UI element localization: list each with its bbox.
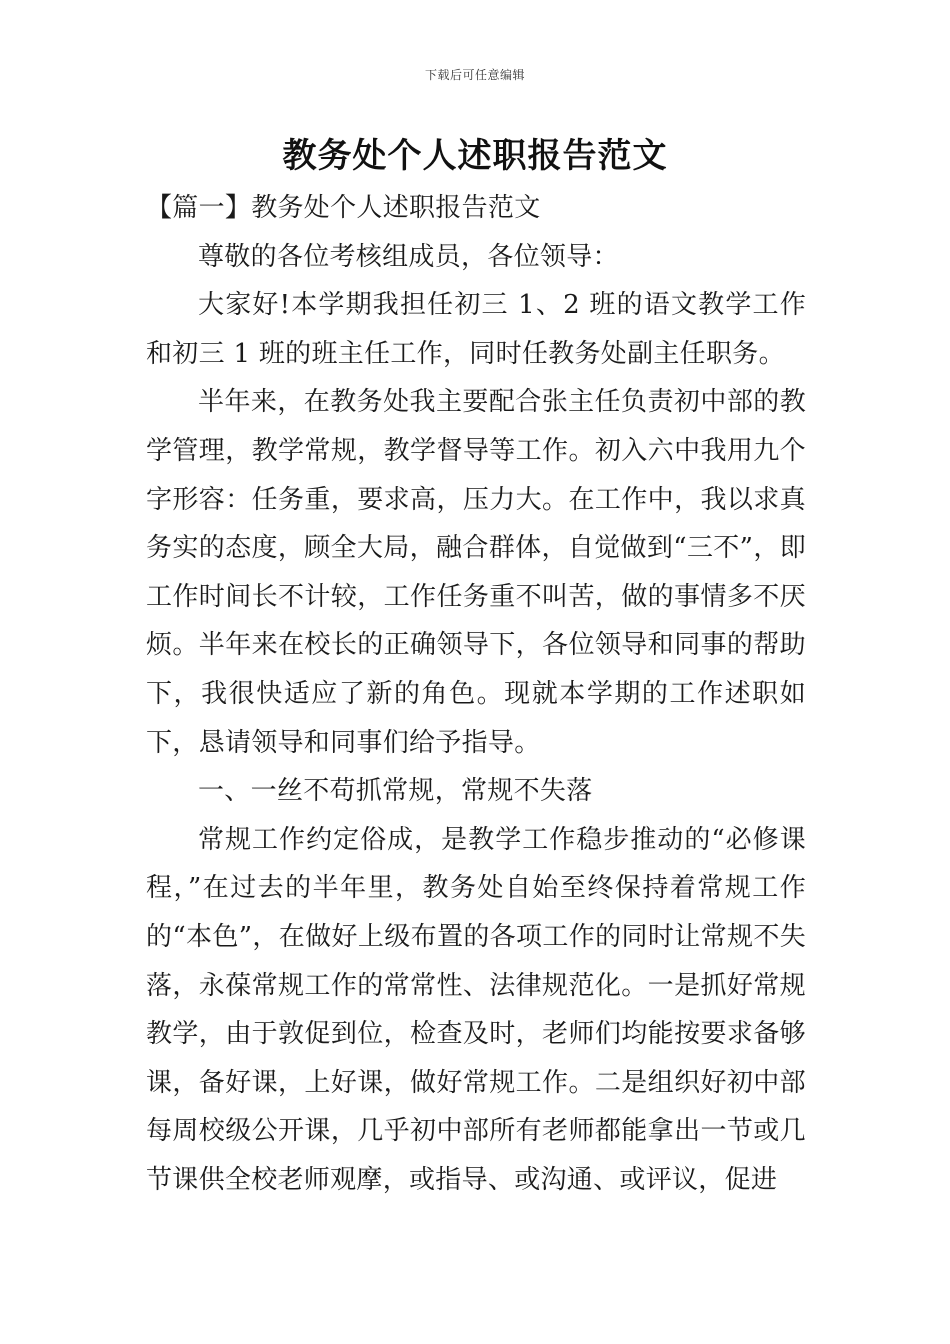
body-paragraph: 大家好!本学期我担任初三 1、2 班的语文教学工作和初三 1 班的班主任工作，同时任教务处副主任职务。 [146, 290, 806, 369]
header-note: 下载后可任意编辑 [424, 68, 525, 82]
body-paragraph: 半年来，在教务处我主要配合张主任负责初中部的教学管理，教学常规，教学督导等工作。初入六中我用九个字形容：任务重，要求高，压力大。在工作中，我以求真务实的态度，顾全大局，融合群体，自觉做到“三不”，即工作时间长不计较，工作任务重不叫苦，做的事情多不厌烦。半年来在校长的正确领导下，各位领导和同事的帮助下，我很快适应了新的角色。现就本学期的工作述职如下，恳请领导和同事们给予指导。 [146, 387, 806, 758]
document-title: 教务处个人述职报告范文 [282, 136, 668, 176]
document-body [146, 184, 806, 1204]
body-paragraph: 常规工作约定俗成，是教学工作稳步推动的“必修课程，”在过去的半年里，教务处自始至终保持着常规工作的“本色”，在做好上级布置的各项工作的同时让常规不失落，永葆常规工作的常常性、法律规范化。一是抓好常规教学，由于敦促到位，检查及时，老师们均能按要求备够课，备好课，上好课，做好常规工作。二是组织好初中部每周校级公开课，几乎初中部所有老师都能拿出一节或几节课供全校老师观摩，或指导、或沟通、或评议，促进 [146, 824, 806, 1195]
subheading-paragraph: 一、一丝不苟抓常规，常规不失落 [198, 776, 593, 807]
section-heading: 【篇一】教务处个人述职报告范文 [146, 193, 541, 223]
salutation-paragraph: 尊敬的各位考核组成员，各位领导： [198, 241, 619, 272]
